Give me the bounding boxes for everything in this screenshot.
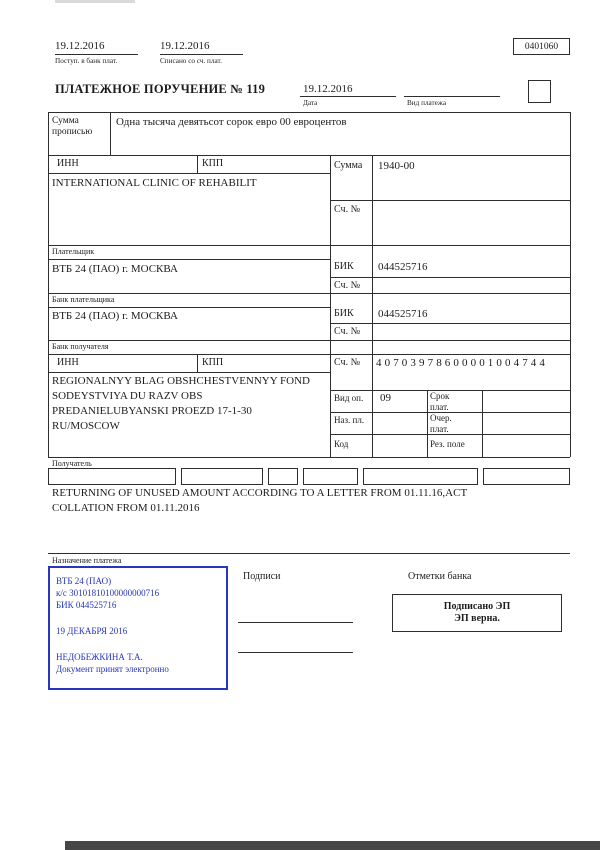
- doc-date: 19.12.2016: [303, 83, 353, 95]
- amount-words-value: Одна тысяча девятьсот сорок евро 00 евроцентов: [116, 116, 347, 128]
- form-line: [372, 155, 373, 457]
- purpose-text-line: COLLATION FROM 01.11.2016: [52, 502, 200, 514]
- payer-account-label: Сч. №: [334, 204, 361, 215]
- form-line: [55, 54, 138, 55]
- stamp-line: к/с 30101810100000000716: [56, 588, 160, 598]
- form-line: [48, 245, 570, 246]
- form-line: [48, 259, 330, 260]
- field-box-1: [48, 468, 176, 485]
- purpose-label: Назначение платежа: [52, 556, 122, 565]
- form-line: [48, 307, 330, 308]
- beneficiary-name-line: PREDANIELUBYANSKI PROEZD 17-1-30: [52, 405, 252, 417]
- signatures-label: Подписи: [243, 571, 281, 582]
- date-label: Дата: [303, 99, 318, 107]
- signed-ep-box: [392, 594, 562, 632]
- form-line: [48, 340, 570, 341]
- debited-date: 19.12.2016: [160, 40, 210, 52]
- form-line: [197, 155, 198, 173]
- payment-kind-box: [528, 80, 551, 103]
- form-line: [197, 354, 198, 372]
- beneficiary-bank-bik-value: 044525716: [378, 308, 428, 320]
- field-box-2: [181, 468, 263, 485]
- signed-ep-line: ЭП верна.: [454, 613, 500, 624]
- stamp-line: 19 ДЕКАБРЯ 2016: [56, 626, 128, 636]
- stamp-line: Документ принят электронно: [56, 664, 169, 674]
- sum-label: Сумма: [334, 160, 363, 171]
- field-box-3: [268, 468, 298, 485]
- form-line: [570, 155, 571, 457]
- beneficiary-name-line: REGIONALNYY BLAG OBSHCHESTVENNYY FOND: [52, 375, 310, 387]
- payer-bank-name: ВТБ 24 (ПАО) г. МОСКВА: [52, 263, 178, 275]
- payer-bank-account-label: Сч. №: [334, 280, 361, 291]
- beneficiary-inn-label: ИНН: [57, 357, 79, 368]
- code-label: Код: [334, 439, 349, 449]
- beneficiary-name-line: SODEYSTVIYA DU RAZV OBS: [52, 390, 203, 402]
- beneficiary-bank-account-label: Сч. №: [334, 326, 361, 337]
- form-line: [160, 54, 243, 55]
- signed-ep-line: Подписано ЭП: [443, 601, 511, 612]
- beneficiary-label: Получатель: [52, 459, 92, 468]
- received-label: Поступ. в банк плат.: [55, 57, 118, 65]
- form-line: [570, 112, 571, 155]
- bank-stamp: [48, 566, 228, 690]
- form-line: [48, 354, 570, 355]
- form-line: [48, 112, 49, 155]
- form-line: [48, 112, 570, 113]
- form-line: [482, 390, 483, 457]
- payer-bank-bik-value: 044525716: [378, 261, 428, 273]
- payer-name: INTERNATIONAL CLINIC OF REHABILIT: [52, 177, 257, 189]
- payer-kpp-label: КПП: [202, 158, 224, 169]
- beneficiary-name-line: RU/MOSCOW: [52, 420, 120, 432]
- purpose-text-line: RETURNING OF UNUSED AMOUNT ACCORDING TO A LETTER FROM 01.11.16,ACT: [52, 487, 468, 499]
- stamp-line: БИК 044525716: [56, 600, 117, 610]
- form-line: [404, 96, 500, 97]
- order-label: Очер. плат.: [430, 413, 452, 434]
- payer-inn-label: ИНН: [57, 158, 79, 169]
- form-line: [110, 112, 111, 155]
- form-line: [330, 323, 570, 324]
- reserve-label: Рез. поле: [430, 439, 465, 449]
- form-line: [48, 457, 570, 458]
- op-kind-label: Вид оп.: [334, 393, 364, 403]
- due-date-label: Срок плат.: [430, 391, 450, 412]
- signature-line: [238, 652, 353, 653]
- field-box-5: [363, 468, 478, 485]
- signature-line: [238, 622, 353, 623]
- form-line: [427, 390, 428, 457]
- beneficiary-kpp-label: КПП: [202, 357, 224, 368]
- beneficiary-bank-bik-label: БИК: [334, 308, 354, 319]
- payer-bank-label: Банк плательщика: [52, 295, 115, 304]
- field-box-6: [483, 468, 570, 485]
- document-title: ПЛАТЕЖНОЕ ПОРУЧЕНИЕ № 119: [55, 82, 266, 96]
- payment-kind-label: Вид платежа: [407, 99, 447, 107]
- received-date: 19.12.2016: [55, 40, 105, 52]
- form-line: [330, 155, 331, 457]
- stamp-line: ВТБ 24 (ПАО): [56, 576, 112, 586]
- form-line: [48, 372, 330, 373]
- bottom-bar: [65, 841, 600, 850]
- form-line: [300, 96, 396, 97]
- amount-words-label: Сумма прописью: [52, 116, 93, 138]
- form-line: [330, 200, 570, 201]
- form-code-box: [513, 38, 570, 55]
- beneficiary-bank-label: Банк получателя: [52, 342, 109, 351]
- form-line: [48, 155, 49, 457]
- sum-value: 1940-00: [378, 160, 415, 172]
- form-line: [48, 173, 330, 174]
- beneficiary-bank-name: ВТБ 24 (ПАО) г. МОСКВА: [52, 310, 178, 322]
- form-line: [48, 293, 570, 294]
- form-line: [330, 277, 570, 278]
- payer-bank-bik-label: БИК: [334, 261, 354, 272]
- op-kind-value: 09: [380, 392, 391, 404]
- form-line: [48, 553, 570, 554]
- debited-label: Списано со сч. плат.: [160, 57, 222, 65]
- stamp-line: НЕДОБЕЖКИНА Т.А.: [56, 652, 143, 662]
- bank-marks-label: Отметки банка: [408, 571, 472, 582]
- beneficiary-account-label: Сч. №: [334, 357, 361, 368]
- pay-purpose-label: Наз. пл.: [334, 415, 365, 425]
- beneficiary-account-value: 40703978600001004744: [376, 357, 548, 369]
- field-box-4: [303, 468, 358, 485]
- payer-label: Плательщик: [52, 247, 95, 256]
- form-line: [48, 155, 570, 156]
- toolbar-fragment: [55, 0, 135, 3]
- form-code: 0401060: [524, 41, 559, 52]
